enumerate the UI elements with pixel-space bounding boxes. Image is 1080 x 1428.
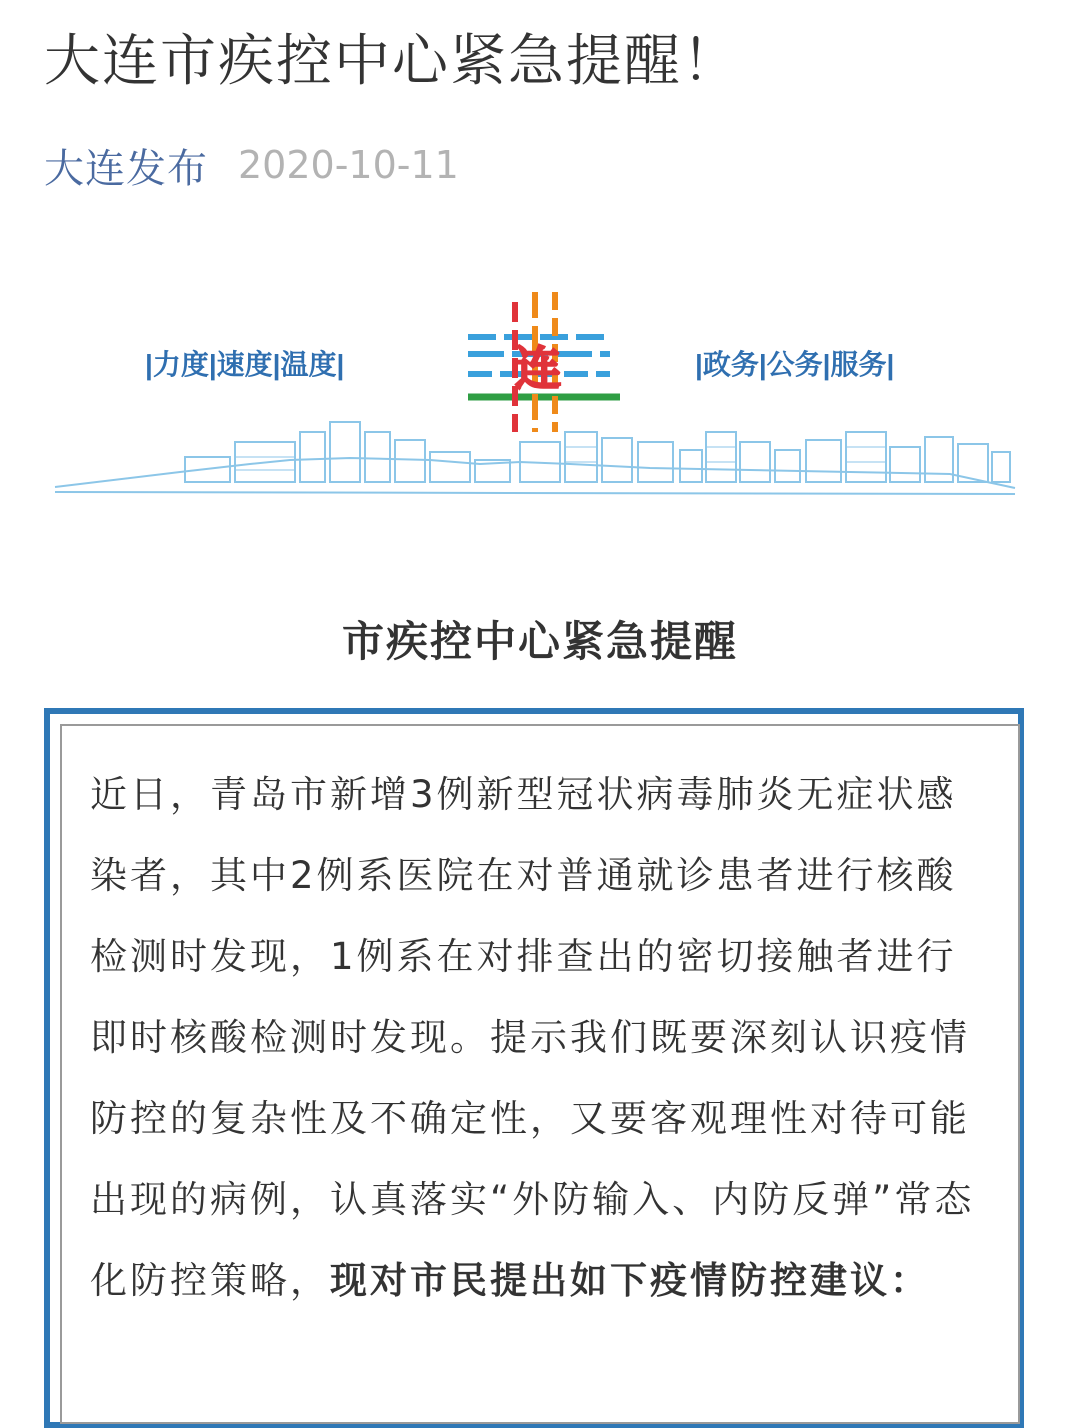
publish-date: 2020-10-11 [238,143,459,187]
account-name-link[interactable]: 大连发布 [44,145,208,192]
notice-text-bold: 现对市民提出如下疫情防控建议： [330,1259,930,1302]
section-heading: 市疾控中心紧急提醒 [341,617,738,666]
city-skyline-illustration [55,422,1015,494]
banner-left-slogan: |力度|速度|温度| [145,349,345,380]
logo-character: 连 [515,342,561,394]
article-meta [44,138,459,192]
banner-image [50,282,1020,507]
notice-paragraph [90,754,990,1321]
dalian-logo-icon [468,292,620,432]
banner-right-slogan: |政务|公务|服务| [695,349,895,380]
article-title: 大连市疾控中心紧急提醒！ [44,29,740,94]
notice-text-plain: 近日，青岛市新增3例新型冠状病毒肺炎无症状感染者，其中2例系医院在对普通就诊患者进行核酸检测时发现，1例系在对排查出的密切接触者进行即时核酸检测时发现。提示我们既要深刻认识疫情防控的复杂性及不确定性，又要客观理性对待可能出现的病例，认真落实“外防输入、内防反弹”常态化防控策略， [90,773,975,1302]
